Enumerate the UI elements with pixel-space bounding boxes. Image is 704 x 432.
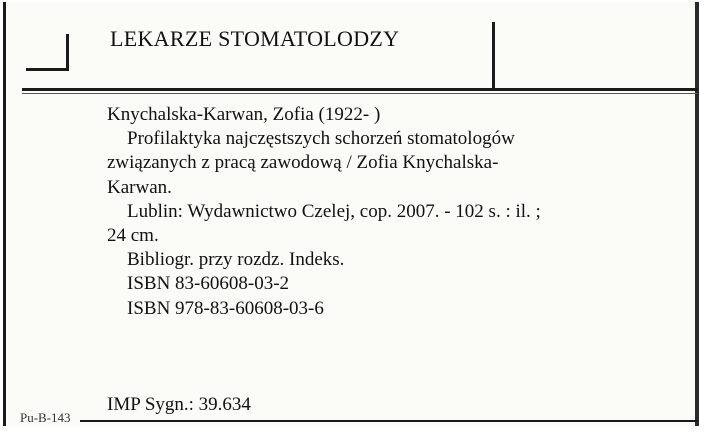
call-number: IMP Sygn.: 39.634	[107, 394, 251, 415]
isbn-line: ISBN 978-83-60608-03-6	[127, 297, 324, 319]
bibliographic-entry	[107, 103, 627, 321]
header-divider	[492, 22, 495, 90]
isbn-line: ISBN 83-60608-03-2	[127, 273, 290, 295]
imprint-line: 24 cm.	[107, 225, 159, 247]
header-rule-thin	[22, 93, 698, 94]
corner-mark-vertical	[66, 34, 69, 70]
card-code: Pu-B-143	[20, 410, 71, 425]
bottom-rule	[80, 420, 698, 422]
subject-heading: LEKARZE STOMATOLODZY	[110, 26, 400, 51]
header-rule	[22, 88, 698, 91]
title-line: Profilaktyka najczęstszych schorzeń stomatologów	[127, 128, 515, 150]
corner-mark-horizontal	[26, 68, 69, 71]
catalog-card	[3, 2, 699, 426]
title-line: Karwan.	[107, 176, 172, 198]
notes-line: Bibliogr. przy rozdz. Indeks.	[127, 249, 345, 271]
author-line: Knychalska-Karwan, Zofia (1922- )	[107, 104, 381, 125]
imprint-line: Lublin: Wydawnictwo Czelej, cop. 2007. - 102 s. : il. ;	[127, 200, 541, 222]
title-line: związanych z pracą zawodową / Zofia Knychalska-	[107, 152, 499, 174]
